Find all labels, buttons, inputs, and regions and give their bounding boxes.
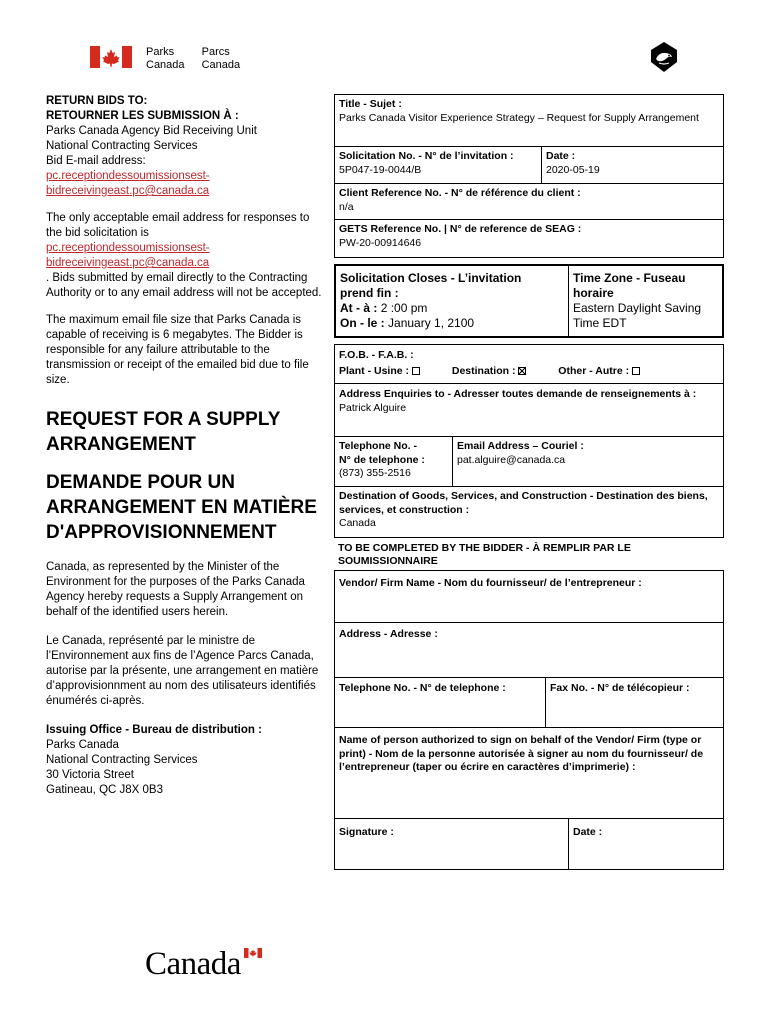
fob-cell: [335, 346, 723, 381]
enquiries-label: Address Enquiries to - Adresser toutes demande de renseignements à :: [339, 388, 697, 400]
bid-email-link-cont[interactable]: bidreceivingeast.pc@canada.ca: [46, 185, 210, 197]
solicitation-value: 5P047-19-0044/B: [339, 163, 422, 176]
signature-date-cell[interactable]: [569, 823, 721, 843]
phone-cell: [335, 437, 453, 484]
enquiries-cell: [335, 385, 723, 418]
date-label: Date :: [546, 150, 576, 162]
plant-checkbox[interactable]: [412, 367, 420, 375]
bidder-box: [334, 570, 724, 870]
client-ref-cell: [335, 184, 723, 217]
phone-value: (873) 355-2516: [339, 467, 411, 479]
date-cell: [542, 147, 722, 180]
on-label: On - le :: [340, 316, 385, 330]
intro-en: Canada, as represented by the Minister of the Environment for the purposes of the Parks Canada Agency hereby requests a Supply Arrangement on behalf of the identified users herein.: [46, 561, 305, 618]
bid-email-link-2[interactable]: pc.receptiondessoumissionsest-: [46, 242, 210, 254]
vendor-name-cell[interactable]: [335, 574, 723, 594]
max-size-text: The maximum email file size that Parks Canada is capable of receiving is 6 megabytes. The Bidder is responsible for any failure attributable to the transmission or receipt of the emailed bid due to file size.: [46, 314, 309, 386]
gets-value: PW-20-00914646: [339, 236, 422, 249]
tz-value: Eastern Daylight Saving: [573, 301, 702, 315]
closing-box: [334, 264, 724, 338]
address-line: Parks Canada Agency Bid Receiving Unit: [46, 125, 257, 137]
destination-goods-value: Canada: [339, 517, 376, 529]
canada-flag-icon: [90, 46, 132, 68]
phone-label: Telephone No. -: [339, 440, 417, 452]
address-line: Bid E-mail address:: [46, 155, 146, 167]
vendor-phone-cell[interactable]: [335, 679, 545, 699]
destination-goods-label: Destination of Goods, Services, and Construction - Destination des biens, services, et construction :: [339, 490, 708, 516]
issuing-office-label: Issuing Office - Bureau de distribution :: [46, 724, 262, 736]
timezone-cell: [569, 268, 721, 334]
destination-label: Destination :: [451, 364, 516, 377]
heading-en: REQUEST FOR A SUPPLY ARRANGEMENT: [46, 409, 281, 455]
at-value: 2 :00 pm: [380, 301, 428, 315]
email-value: pat.alguire@canada.ca: [457, 453, 566, 466]
parks-canada-beaver-icon: [647, 40, 681, 74]
vendor-name-label: Vendor/ Firm Name - Nom du fournisseur/ de l’entrepreneur :: [339, 577, 642, 589]
plant-label: Plant - Usine :: [339, 364, 410, 377]
canada-wordmark: Canada: [145, 946, 241, 982]
solicitation-cell: [335, 147, 540, 180]
canada-flag-icon: [244, 948, 262, 958]
email-label: Email Address – Couriel :: [457, 440, 584, 452]
return-bids-label-fr: RETOURNER LES SUBMISSION À :: [46, 110, 239, 122]
tz-label-cont: horaire: [573, 286, 614, 300]
solicitation-info-box: [334, 94, 724, 258]
fob-label: F.O.B. - F.A.B. :: [339, 349, 414, 361]
closes-label: Solicitation Closes - L’invitation: [340, 271, 522, 285]
vendor-phone-label: Telephone No. - N° de telephone :: [339, 682, 506, 694]
heading-fr: DEMANDE POUR UN ARRANGEMENT EN MATIÈRE D'APPROVISIONNEMENT: [46, 472, 317, 543]
client-ref-value: n/a: [339, 200, 354, 213]
gets-label: GETS Reference No. | N° de reference de SEAG :: [339, 223, 582, 235]
return-bids-label: RETURN BIDS TO:: [46, 95, 148, 107]
issuing-line: National Contracting Services: [46, 754, 198, 766]
intro-fr: Le Canada, représenté par le ministre de l’Environnement aux fins de l’Agence Parcs Canada, autorise par la présente, une arrangement en matière d’approvisionnment au nom des utilisateurs identifiés énumérés ci-après.: [46, 635, 319, 707]
title-value: Parks Canada Visitor Experience Strategy – Request for Supply Arrangement: [339, 111, 699, 124]
only-email-text: The only acceptable email address for responses to the bid solicitation is: [46, 212, 310, 239]
title-label: Title - Sujet :: [339, 98, 402, 110]
closing-cell: [336, 268, 568, 334]
date-value: 2020-05-19: [546, 163, 600, 176]
at-label: At - à :: [340, 301, 378, 315]
destination-checkbox[interactable]: [518, 367, 526, 375]
email-cell: [453, 437, 721, 470]
on-value: January 1, 2100: [388, 316, 475, 330]
issuing-line: Parks Canada: [46, 739, 119, 751]
enquiries-value: Patrick Alguire: [339, 401, 407, 414]
left-column: [46, 94, 326, 798]
tz-label: Time Zone - Fuseau: [573, 271, 686, 285]
phone-label-cont: N° de telephone :: [339, 453, 425, 466]
parks-fr-line1: Parcs: [201, 46, 230, 58]
bid-email-link[interactable]: pc.receptiondessoumissionsest-: [46, 170, 210, 182]
title-cell: [335, 95, 723, 128]
issuing-line: 30 Victoria Street: [46, 769, 135, 781]
address-cell[interactable]: [335, 625, 723, 645]
solicitation-label: Solicitation No. - N° de l’invitation :: [339, 150, 514, 162]
fax-cell[interactable]: [546, 679, 722, 699]
destination-goods-cell: [335, 487, 723, 534]
fax-label: Fax No. - N° de télécopieur :: [550, 682, 690, 694]
parks-canada-signature: [146, 46, 254, 72]
parks-en-line2: Canada: [146, 59, 185, 71]
signature-label: Signature :: [339, 826, 394, 838]
authorized-label: Name of person authorized to sign on behalf of the Vendor/ Firm (type or print) - Nom de la personne autorisée à signer au nom du fournisseur/ de l’entrepreneur (taper ou écrire en caractères d’imprimerie) :: [339, 734, 704, 773]
bid-email-link-2-cont[interactable]: bidreceivingeast.pc@canada.ca: [46, 257, 210, 269]
address-line: National Contracting Services: [46, 140, 198, 152]
tz-value-cont: Time EDT: [573, 316, 627, 330]
signature-date-label: Date :: [573, 826, 603, 838]
authorized-cell[interactable]: [335, 731, 723, 778]
parks-en-line1: Parks: [146, 46, 175, 58]
bids-direct-text: . Bids submitted by email directly to the Contracting Authority or to any email address will not be accepted.: [46, 272, 322, 299]
signature-cell[interactable]: [335, 823, 569, 843]
gets-cell: [335, 220, 723, 253]
closes-label-cont: prend fin :: [340, 286, 399, 300]
address-label: Address - Adresse :: [339, 628, 438, 640]
other-label: Other - Autre :: [558, 364, 630, 377]
other-checkbox[interactable]: [632, 367, 640, 375]
client-ref-label: Client Reference No. - N° de référence du client :: [339, 187, 581, 199]
delivery-info-box: [334, 344, 724, 538]
bidder-section-title: TO BE COMPLETED BY THE BIDDER - À REMPLIR PAR LE SOUMISSIONNAIRE: [338, 542, 631, 567]
issuing-line: Gatineau, QC J8X 0B3: [46, 784, 163, 796]
parks-fr-line2: Canada: [201, 59, 241, 71]
